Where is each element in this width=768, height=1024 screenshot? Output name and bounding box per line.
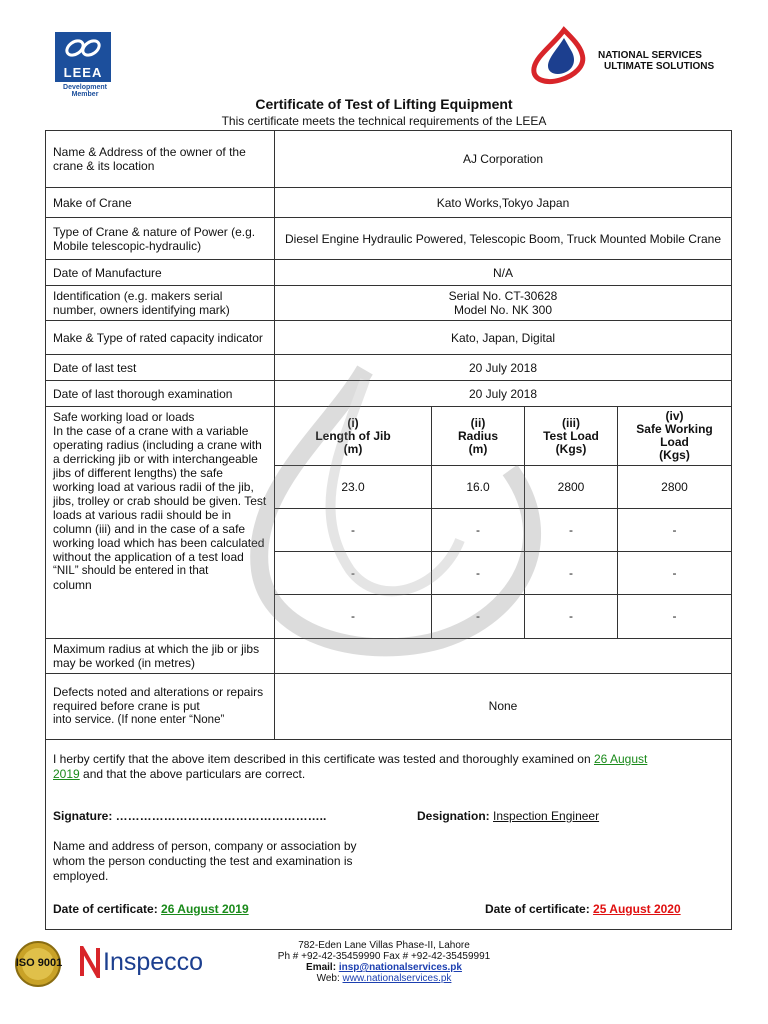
row-indicator: [46, 321, 732, 355]
national-services-drop-icon: [524, 26, 598, 86]
page-title: Certificate of Test of Lifting Equipment: [255, 96, 513, 112]
swl-cell: 2800: [525, 466, 618, 509]
owner-value: AJ Corporation: [275, 131, 732, 188]
swl-cell: 23.0: [275, 466, 432, 509]
test-date-part2: 2019: [53, 766, 80, 781]
certification-text: I herby certify that the above item described in this certificate was tested and thoroughly examined on: [53, 751, 594, 766]
swl-cell: -: [618, 509, 732, 552]
email-label: Email:: [306, 962, 339, 973]
swl-cell: -: [525, 552, 618, 595]
swl-cell: -: [275, 552, 432, 595]
row-identification: [46, 286, 732, 321]
col-swl-header: [618, 407, 732, 466]
manufacture-value: N/A: [275, 260, 732, 286]
row-make: [46, 188, 732, 218]
web-link[interactable]: www.nationalservices.pk: [342, 973, 452, 984]
expiry-label: Date of certificate:: [485, 901, 590, 916]
col-testload-title: Test Load: [543, 428, 599, 443]
col-radius-header: [432, 407, 525, 466]
designation-value: Inspection Engineer: [493, 808, 600, 823]
swl-data-row: [275, 552, 731, 595]
swl-cell: -: [432, 552, 525, 595]
web-label: Web:: [316, 973, 343, 984]
last-exam-label: Date of last thorough examination: [46, 381, 275, 407]
model-number: Model No. NK 300: [453, 303, 553, 317]
footer-contact: [0, 940, 768, 984]
certification-statement: [53, 752, 724, 782]
row-max-radius: [46, 638, 732, 673]
inspecco-name: Inspecco: [103, 947, 204, 976]
type-label: Type of Crane & nature of Power (e.g. Mobile telescopic-hydraulic): [46, 218, 275, 260]
row-certification: [46, 739, 732, 929]
row-owner: [46, 131, 732, 188]
indicator-value: Kato, Japan, Digital: [275, 321, 732, 355]
leea-logo: [52, 32, 118, 98]
max-radius-label: Maximum radius at which the jib or jibs may be worked (in metres): [46, 638, 275, 673]
col-length-header: [275, 407, 432, 466]
date-certificate-value: 26 August 2019: [161, 901, 249, 916]
indicator-label: Make & Type of rated capacity indicator: [46, 321, 275, 355]
swl-cell: -: [618, 595, 732, 638]
defects-label-main: Defects noted and alterations or repairs required before crane is put: [53, 685, 264, 713]
col-radius-title: Radius: [457, 428, 498, 443]
swl-cell: -: [432, 509, 525, 552]
certificate-table: [45, 130, 732, 930]
defects-label-note: into service. (If none enter “None”: [53, 714, 225, 726]
swl-label-nil: “NIL” should be entered in that: [53, 565, 209, 577]
last-exam-value: 20 July 2018: [275, 381, 732, 407]
identification-value: [275, 286, 732, 321]
col-length-num: (i): [347, 415, 359, 430]
row-swl: [46, 407, 732, 639]
national-services-logo: [524, 26, 734, 86]
signature-line: [53, 809, 724, 824]
last-test-label: Date of last test: [46, 355, 275, 381]
row-type: [46, 218, 732, 260]
expiry-value: 25 August 2020: [593, 901, 681, 916]
defects-label: [46, 673, 275, 739]
swl-label-body: In the case of a crane with a variable operating radius (including a crane with a derricking jib or with interchangeable jibs of different lengths) the safe working load at various radii of the jib, jibs, trolley or crab should be given. Test loads at various radii should be in column (iii) and in the case of a safe working load which has been calculated without the application of a test load: [53, 424, 267, 564]
col-length-title: Length of Jib: [315, 428, 391, 443]
footer-address: 782-Eden Lane Villas Phase-II, Lahore: [298, 940, 470, 951]
footer-web-line: [0, 973, 768, 984]
col-radius-num: (ii): [470, 415, 486, 430]
ns-line1: NATIONAL SERVICES: [598, 50, 702, 61]
employer-text: Name and address of person, company or association by whom the person conducting the test and examination is employed.: [53, 838, 357, 883]
national-services-name: [598, 50, 714, 72]
col-testload-header: [525, 407, 618, 466]
swl-label: [46, 407, 275, 639]
signature-label: Signature:: [53, 808, 113, 823]
swl-cell: -: [525, 509, 618, 552]
type-value: Diesel Engine Hydraulic Powered, Telescopic Boom, Truck Mounted Mobile Crane: [275, 218, 732, 260]
col-length-unit: (m): [343, 441, 363, 456]
row-last-test: [46, 355, 732, 381]
swl-label-end: column: [53, 578, 92, 592]
defects-value: None: [275, 673, 732, 739]
swl-cell: -: [275, 509, 432, 552]
certification-text-end: and that the above particulars are correct.: [79, 766, 306, 781]
swl-cell: -: [525, 595, 618, 638]
footer-phone: Ph # +92-42-35459990 Fax # +92-42-35459991: [277, 951, 491, 962]
swl-cell: 2800: [618, 466, 732, 509]
manufacture-label: Date of Manufacture: [46, 260, 275, 286]
col-radius-unit: (m): [468, 441, 488, 456]
email-link[interactable]: insp@nationalservices.pk: [338, 962, 462, 973]
leea-chain-icon: [55, 32, 111, 82]
col-swl-title: Safe Working Load: [636, 422, 713, 449]
col-testload-unit: (Kgs): [555, 441, 587, 456]
date-line: [53, 902, 724, 917]
owner-label: Name & Address of the owner of the crane & its location: [46, 131, 275, 188]
swl-cell: -: [275, 595, 432, 638]
last-test-value: 20 July 2018: [275, 355, 732, 381]
col-swl-num: (iv): [665, 409, 684, 423]
swl-cell: -: [618, 552, 732, 595]
swl-label-title: Safe working load or loads: [53, 410, 195, 424]
swl-cell: -: [432, 595, 525, 638]
col-testload-num: (iii): [562, 415, 580, 430]
signature-dots: ……………………………………………..: [112, 808, 327, 823]
row-manufacture: [46, 260, 732, 286]
row-defects: [46, 673, 732, 739]
col-swl-unit: (Kgs): [659, 448, 690, 462]
page-subtitle: This certificate meets the technical requirements of the LEEA: [221, 114, 547, 128]
identification-label: Identification (e.g. makers serial number, owners identifying mark): [46, 286, 275, 321]
swl-data-row: [275, 466, 731, 509]
certification-block: [46, 739, 732, 929]
make-value: Kato Works,Tokyo Japan: [275, 188, 732, 218]
leea-subtitle: Development Member: [63, 84, 107, 98]
row-last-exam: [46, 381, 732, 407]
iso-text: ISO 9001: [15, 957, 63, 969]
swl-data-row: [275, 509, 731, 552]
swl-cell: 16.0: [432, 466, 525, 509]
leea-logo-text: LEEA: [63, 65, 103, 80]
test-date-part1: 26 August: [593, 751, 648, 766]
date-certificate-label: Date of certificate:: [53, 901, 158, 916]
ns-line2: ULTIMATE SOLUTIONS: [604, 61, 715, 72]
swl-data-row: [275, 595, 731, 638]
make-label: Make of Crane: [46, 188, 275, 218]
swl-grid: [275, 407, 731, 638]
footer-email-line: [0, 962, 768, 973]
designation-label: Designation:: [417, 808, 490, 823]
max-radius-value: [275, 638, 732, 673]
swl-grid-cell: [275, 407, 732, 639]
serial-number: Serial No. CT-30628: [448, 289, 558, 303]
swl-header-row: [275, 407, 731, 466]
